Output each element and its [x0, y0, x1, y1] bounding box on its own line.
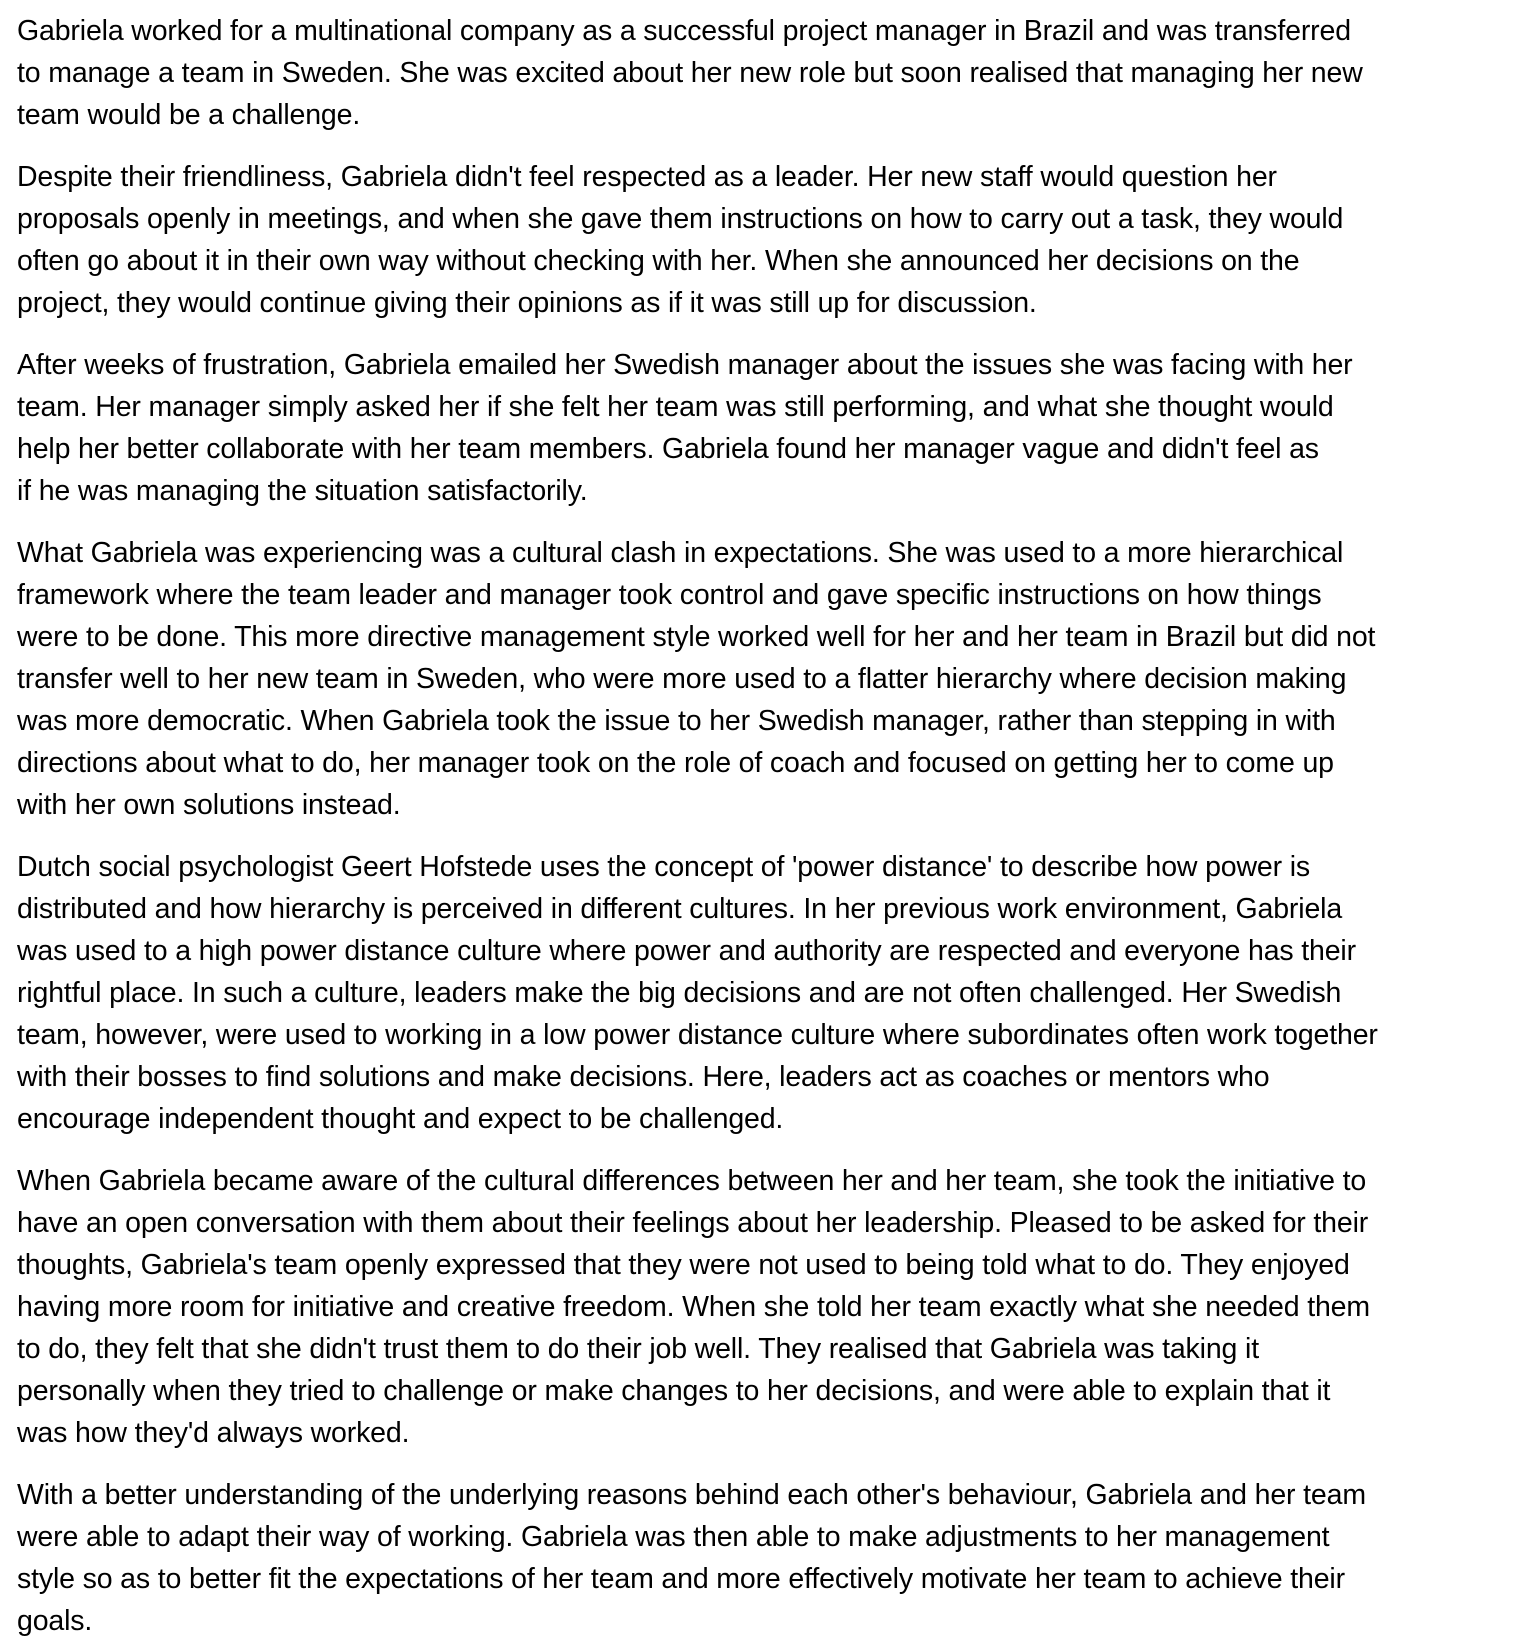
text-line: have an open conversation with them about their feelings about her leadership. Pleased to be asked for their: [17, 1207, 1369, 1239]
text-line: distributed and how hierarchy is perceived in different cultures. In her previous work environment, Gabriela: [17, 893, 1343, 925]
text-line: help her better collaborate with her team members. Gabriela found her manager vague and didn't feel as: [17, 433, 1319, 465]
text-line: team, however, were used to working in a low power distance culture where subordinates often work together: [17, 1019, 1378, 1051]
text-line: With a better understanding of the underlying reasons behind each other's behaviour, Gabriela and her team: [17, 1479, 1366, 1511]
paragraph-6: [17, 1160, 1496, 1454]
text-line: transfer well to her new team in Sweden, who were more used to a flatter hierarchy where decision making: [17, 663, 1347, 695]
text-line: style so as to better fit the expectations of her team and more effectively motivate her team to achieve their: [17, 1563, 1345, 1595]
text-line: What Gabriela was experiencing was a cultural clash in expectations. She was used to a more hierarchical: [17, 537, 1344, 569]
text-line: with her own solutions instead.: [17, 789, 401, 821]
text-line: thoughts, Gabriela's team openly expressed that they were not used to being told what to do. They enjoyed: [17, 1249, 1350, 1281]
text-line: personally when they tried to challenge or make changes to her decisions, and were able to explain that it: [17, 1375, 1331, 1407]
text-line: were to be done. This more directive management style worked well for her and her team in Brazil but did not: [17, 621, 1376, 653]
text-line: were able to adapt their way of working. Gabriela was then able to make adjustments to her management: [17, 1521, 1330, 1553]
text-line: with their bosses to find solutions and make decisions. Here, leaders act as coaches or mentors who: [17, 1061, 1270, 1093]
text-line: Dutch social psychologist Geert Hofstede uses the concept of 'power distance' to describe how power is: [17, 851, 1311, 883]
text-line: if he was managing the situation satisfactorily.: [17, 475, 588, 507]
text-line: After weeks of frustration, Gabriela emailed her Swedish manager about the issues she was facing with her: [17, 349, 1353, 381]
text-line: team would be a challenge.: [17, 99, 361, 131]
text-line: Gabriela worked for a multinational company as a successful project manager in Brazil and was transferred: [17, 15, 1351, 47]
paragraph-1: [17, 10, 1496, 136]
text-line: team. Her manager simply asked her if she felt her team was still performing, and what she thought would: [17, 391, 1334, 423]
text-line: often go about it in their own way without checking with her. When she announced her decisions on the: [17, 245, 1300, 277]
paragraph-4: [17, 532, 1496, 826]
text-line: project, they would continue giving their opinions as if it was still up for discussion.: [17, 287, 1037, 319]
text-line: encourage independent thought and expect to be challenged.: [17, 1103, 784, 1135]
text-line: When Gabriela became aware of the cultural differences between her and her team, she took the initiative to: [17, 1165, 1367, 1197]
text-line: was used to a high power distance culture where power and authority are respected and everyone has their: [17, 935, 1356, 967]
text-line: to manage a team in Sweden. She was excited about her new role but soon realised that managing her new: [17, 57, 1363, 89]
paragraph-2: [17, 156, 1496, 324]
text-line: framework where the team leader and manager took control and gave specific instructions on how things: [17, 579, 1322, 611]
text-line: proposals openly in meetings, and when she gave them instructions on how to carry out a task, they would: [17, 203, 1344, 235]
text-line: goals.: [17, 1605, 93, 1637]
text-line: directions about what to do, her manager took on the role of coach and focused on getting her to come up: [17, 747, 1334, 779]
text-line: to do, they felt that she didn't trust them to do their job well. They realised that Gabriela was taking it: [17, 1333, 1259, 1365]
text-line: rightful place. In such a culture, leaders make the big decisions and are not often challenged. Her Swedish: [17, 977, 1342, 1009]
text-line: was how they'd always worked.: [17, 1417, 410, 1449]
paragraph-7: [17, 1474, 1496, 1642]
text-line: was more democratic. When Gabriela took the issue to her Swedish manager, rather than stepping in with: [17, 705, 1336, 737]
paragraph-5: [17, 846, 1496, 1140]
paragraph-3: [17, 344, 1496, 512]
text-line: Despite their friendliness, Gabriela didn't feel respected as a leader. Her new staff would question her: [17, 161, 1277, 193]
text-line: having more room for initiative and creative freedom. When she told her team exactly what she needed them: [17, 1291, 1370, 1323]
